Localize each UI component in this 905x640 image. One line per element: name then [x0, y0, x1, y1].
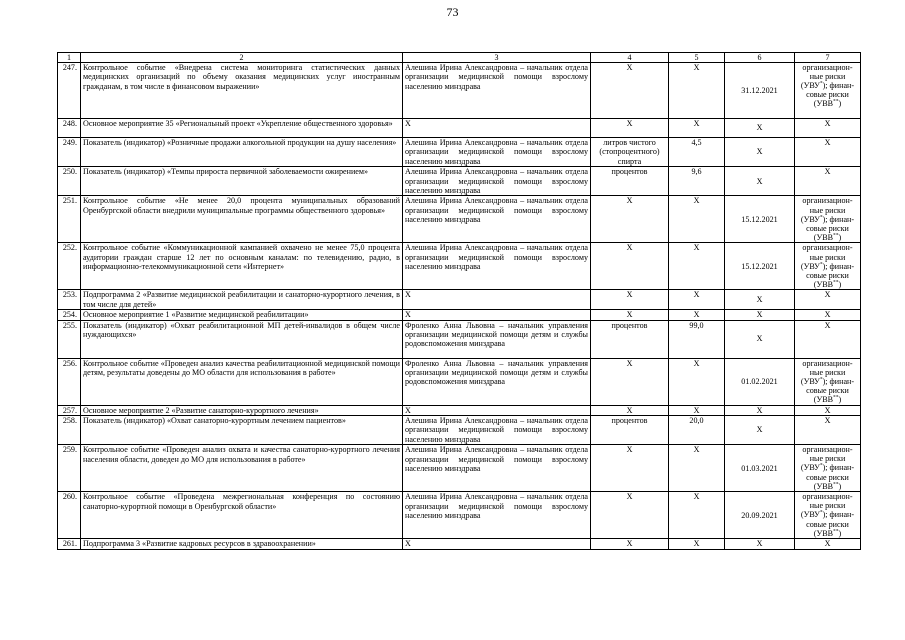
table-row — [58, 416, 861, 445]
unit-of-measure: X — [591, 405, 669, 415]
responsible-person: X — [403, 405, 591, 415]
table-row — [58, 539, 861, 549]
responsible-person: Алешина Ирина Александровна – начальник отдела организации медицинской помощи взрослому населению минздрава — [403, 196, 591, 243]
plan-table — [57, 52, 861, 550]
risk-cell: X — [795, 119, 861, 138]
unit-of-measure: X — [591, 243, 669, 290]
event-name: Контрольное событие «Не менее 20,0 процента муниципальных образований Оренбургской области внедрили муниципальные программы общественного здоровья» — [81, 196, 403, 243]
event-name: Основное мероприятие 35 «Региональный проект «Укрепление общественного здоровья» — [81, 119, 403, 138]
risk-cell — [795, 358, 861, 405]
target-value: X — [669, 445, 725, 492]
risk-footnote-mark: * — [819, 213, 823, 220]
event-name: Контрольное событие «Коммуникационной кампанией охвачено не менее 75,0 процента аудитории граждан старше 12 лет по основным каналам: по телевидению, радио, в информационно-телекоммуникационной сети «Интернет» — [81, 243, 403, 290]
column-number: 1 — [58, 53, 81, 63]
event-name: Контрольное событие «Проведен анализ качества реабилитационной медицинской помощи детям, результаты доведены до МО области для использования в работе» — [81, 358, 403, 405]
risk-text: ) — [838, 99, 842, 109]
risk-text: ) — [838, 395, 842, 405]
table-row — [58, 63, 861, 119]
table-row — [58, 119, 861, 138]
deadline-date: 31.12.2021 — [725, 63, 795, 119]
column-number: 6 — [725, 53, 795, 63]
responsible-person: Алешина Ирина Александровна – начальник отдела организации медицинской помощи взрослому населению минздрава — [403, 492, 591, 539]
risk-text: ); финан-совые риски (УВВ — [806, 261, 855, 289]
risk-cell — [795, 196, 861, 243]
row-number: 261. — [58, 539, 81, 549]
risk-cell: X — [795, 416, 861, 445]
table-row — [58, 358, 861, 405]
event-name: Основное мероприятие 1 «Развитие медицинской реабилитации» — [81, 310, 403, 320]
unit-of-measure: процентов — [591, 416, 669, 445]
table-row — [58, 167, 861, 196]
risk-cell — [795, 492, 861, 539]
row-number: 255. — [58, 320, 81, 358]
risk-footnote-mark: ** — [833, 232, 839, 239]
target-value: X — [669, 63, 725, 119]
deadline-date: 20.09.2021 — [725, 492, 795, 539]
row-number: 259. — [58, 445, 81, 492]
risk-cell: X — [795, 310, 861, 320]
risk-cell — [795, 445, 861, 492]
deadline-date: X — [725, 290, 795, 310]
row-number: 249. — [58, 138, 81, 167]
responsible-person: Алешина Ирина Александровна – начальник отдела организации медицинской помощи взрослому населению минздрава — [403, 167, 591, 196]
column-number: 3 — [403, 53, 591, 63]
unit-of-measure: X — [591, 358, 669, 405]
target-value: 99,0 — [669, 320, 725, 358]
risk-text: ) — [838, 232, 842, 242]
target-value: 9,6 — [669, 167, 725, 196]
deadline-date: X — [725, 416, 795, 445]
responsible-person: X — [403, 310, 591, 320]
deadline-date: X — [725, 167, 795, 196]
row-number: 250. — [58, 167, 81, 196]
deadline-date: X — [725, 119, 795, 138]
row-number: 258. — [58, 416, 81, 445]
responsible-person: Алешина Ирина Александровна – начальник отдела организации медицинской помощи взрослому населению минздрава — [403, 445, 591, 492]
risk-text: организацион-ные риски (УВУ — [800, 243, 853, 271]
row-number: 253. — [58, 290, 81, 310]
target-value: 20,0 — [669, 416, 725, 445]
risk-text: ) — [838, 279, 842, 289]
target-value: X — [669, 492, 725, 539]
responsible-person: X — [403, 539, 591, 549]
responsible-person: Фроленко Анна Львовна – начальник управления организации медицинской помощи детям и службы родовспоможения минздрава — [403, 320, 591, 358]
row-number: 257. — [58, 405, 81, 415]
risk-footnote-mark: ** — [833, 480, 839, 487]
deadline-date: X — [725, 405, 795, 415]
responsible-person: Фроленко Анна Львовна – начальник управления организации медицинской помощи детям и службы родовспоможения минздрава — [403, 358, 591, 405]
unit-of-measure: X — [591, 492, 669, 539]
unit-of-measure: процентов — [591, 167, 669, 196]
target-value: X — [669, 196, 725, 243]
deadline-date: 01.03.2021 — [725, 445, 795, 492]
event-name: Показатель (индикатор) «Розничные продажи алкогольной продукции на душу населения» — [81, 138, 403, 167]
risk-text: организацион-ные риски (УВУ — [800, 63, 853, 91]
table-row — [58, 492, 861, 539]
event-name: Основное мероприятие 2 «Развитие санаторно-курортного лечения» — [81, 405, 403, 415]
deadline-date: X — [725, 310, 795, 320]
risk-text: ); финан-совые риски (УВВ — [806, 81, 855, 109]
event-name: Подпрограмма 2 «Развитие медицинской реабилитации и санаторно-курортного лечения, в том числе для детей» — [81, 290, 403, 310]
deadline-date: 15.12.2021 — [725, 243, 795, 290]
unit-of-measure: X — [591, 63, 669, 119]
table-row — [58, 138, 861, 167]
risk-text: ); финан-совые риски (УВВ — [806, 376, 855, 405]
event-name: Показатель (индикатор) «Темпы прироста первичной заболеваемости ожирением» — [81, 167, 403, 196]
row-number: 260. — [58, 492, 81, 539]
risk-text: ); финан-совые риски (УВВ — [806, 214, 855, 242]
risk-cell: X — [795, 539, 861, 549]
row-number: 256. — [58, 358, 81, 405]
target-value: X — [669, 405, 725, 415]
deadline-date: X — [725, 539, 795, 549]
target-value: X — [669, 358, 725, 405]
responsible-person: X — [403, 290, 591, 310]
risk-footnote-mark: ** — [833, 394, 839, 401]
risk-text: организацион-ные риски (УВУ — [800, 445, 853, 473]
event-name: Подпрограмма 3 «Развитие кадровых ресурсов в здравоохранении» — [81, 539, 403, 549]
responsible-person: Алешина Ирина Александровна – начальник отдела организации медицинской помощи взрослому населению минздрава — [403, 416, 591, 445]
risk-footnote-mark: ** — [833, 98, 839, 105]
event-name: Контрольное событие «Проведен анализ охвата и качества санаторно-курортного лечения населения области, доведен до МО для использования в работе» — [81, 445, 403, 492]
responsible-person: Алешина Ирина Александровна – начальник отдела организации медицинской помощи взрослому населению минздрава — [403, 63, 591, 119]
table-row — [58, 320, 861, 358]
target-value: X — [669, 539, 725, 549]
column-number: 2 — [81, 53, 403, 63]
table-row — [58, 290, 861, 310]
risk-footnote-mark: ** — [833, 279, 839, 286]
row-number: 252. — [58, 243, 81, 290]
event-name: Показатель (индикатор) «Охват реабилитационной МП детей-инвалидов в общем числе нуждающихся» — [81, 320, 403, 358]
unit-of-measure: X — [591, 119, 669, 138]
risk-cell — [795, 243, 861, 290]
responsible-person: X — [403, 119, 591, 138]
deadline-date: X — [725, 320, 795, 358]
target-value: X — [669, 119, 725, 138]
event-name: Контрольное событие «Внедрена система мониторинга статистических данных медицинских организаций по объему оказания медицинских услуг иностранным гражданам, в том числе в финансовом выражении» — [81, 63, 403, 119]
risk-text: ) — [838, 528, 842, 538]
target-value: X — [669, 243, 725, 290]
risk-text: организацион-ные риски (УВУ — [800, 358, 853, 386]
risk-cell: X — [795, 138, 861, 167]
column-number: 4 — [591, 53, 669, 63]
table-row — [58, 405, 861, 415]
event-name: Контрольное событие «Проведена межрегиональная конференция по состоянию санаторно-курортной помощи в Оренбургской области» — [81, 492, 403, 539]
column-number-row — [58, 53, 861, 63]
row-number: 247. — [58, 63, 81, 119]
page-number: 73 — [446, 5, 459, 19]
risk-footnote-mark: * — [819, 80, 823, 87]
risk-text: ); финан-совые риски (УВВ — [806, 510, 855, 538]
column-number: 7 — [795, 53, 861, 63]
unit-of-measure: X — [591, 310, 669, 320]
responsible-person: Алешина Ирина Александровна – начальник отдела организации медицинской помощи взрослому населению минздрава — [403, 243, 591, 290]
risk-text: ); финан-совые риски (УВВ — [806, 463, 855, 491]
risk-cell: X — [795, 320, 861, 358]
unit-of-measure: X — [591, 539, 669, 549]
risk-footnote-mark: * — [819, 376, 823, 383]
plan-table-body — [58, 53, 861, 550]
table-row — [58, 196, 861, 243]
target-value: X — [669, 290, 725, 310]
table-row — [58, 445, 861, 492]
risk-cell — [795, 63, 861, 119]
risk-footnote-mark: * — [819, 260, 823, 267]
risk-footnote-mark: * — [819, 462, 823, 469]
row-number: 254. — [58, 310, 81, 320]
risk-text: организацион-ные риски (УВУ — [800, 492, 853, 520]
risk-footnote-mark: ** — [833, 527, 839, 534]
unit-of-measure: X — [591, 196, 669, 243]
unit-of-measure: X — [591, 445, 669, 492]
deadline-date: 01.02.2021 — [725, 358, 795, 405]
row-number: 248. — [58, 119, 81, 138]
table-row — [58, 310, 861, 320]
responsible-person: Алешина Ирина Александровна – начальник отдела организации медицинской помощи взрослому населению минздрава — [403, 138, 591, 167]
row-number: 251. — [58, 196, 81, 243]
target-value: X — [669, 310, 725, 320]
risk-cell: X — [795, 167, 861, 196]
unit-of-measure: процентов — [591, 320, 669, 358]
column-number: 5 — [669, 53, 725, 63]
target-value: 4,5 — [669, 138, 725, 167]
table-row — [58, 243, 861, 290]
event-name: Показатель (индикатор) «Охват санаторно-курортным лечением пациентов» — [81, 416, 403, 445]
risk-footnote-mark: * — [819, 509, 823, 516]
unit-of-measure: X — [591, 290, 669, 310]
risk-cell: X — [795, 405, 861, 415]
unit-of-measure: литров чистого (стопроцентного) спирта — [591, 138, 669, 167]
risk-cell: X — [795, 290, 861, 310]
risk-text: организацион-ные риски (УВУ — [800, 196, 853, 224]
deadline-date: 15.12.2021 — [725, 196, 795, 243]
deadline-date: X — [725, 138, 795, 167]
risk-text: ) — [838, 481, 842, 491]
